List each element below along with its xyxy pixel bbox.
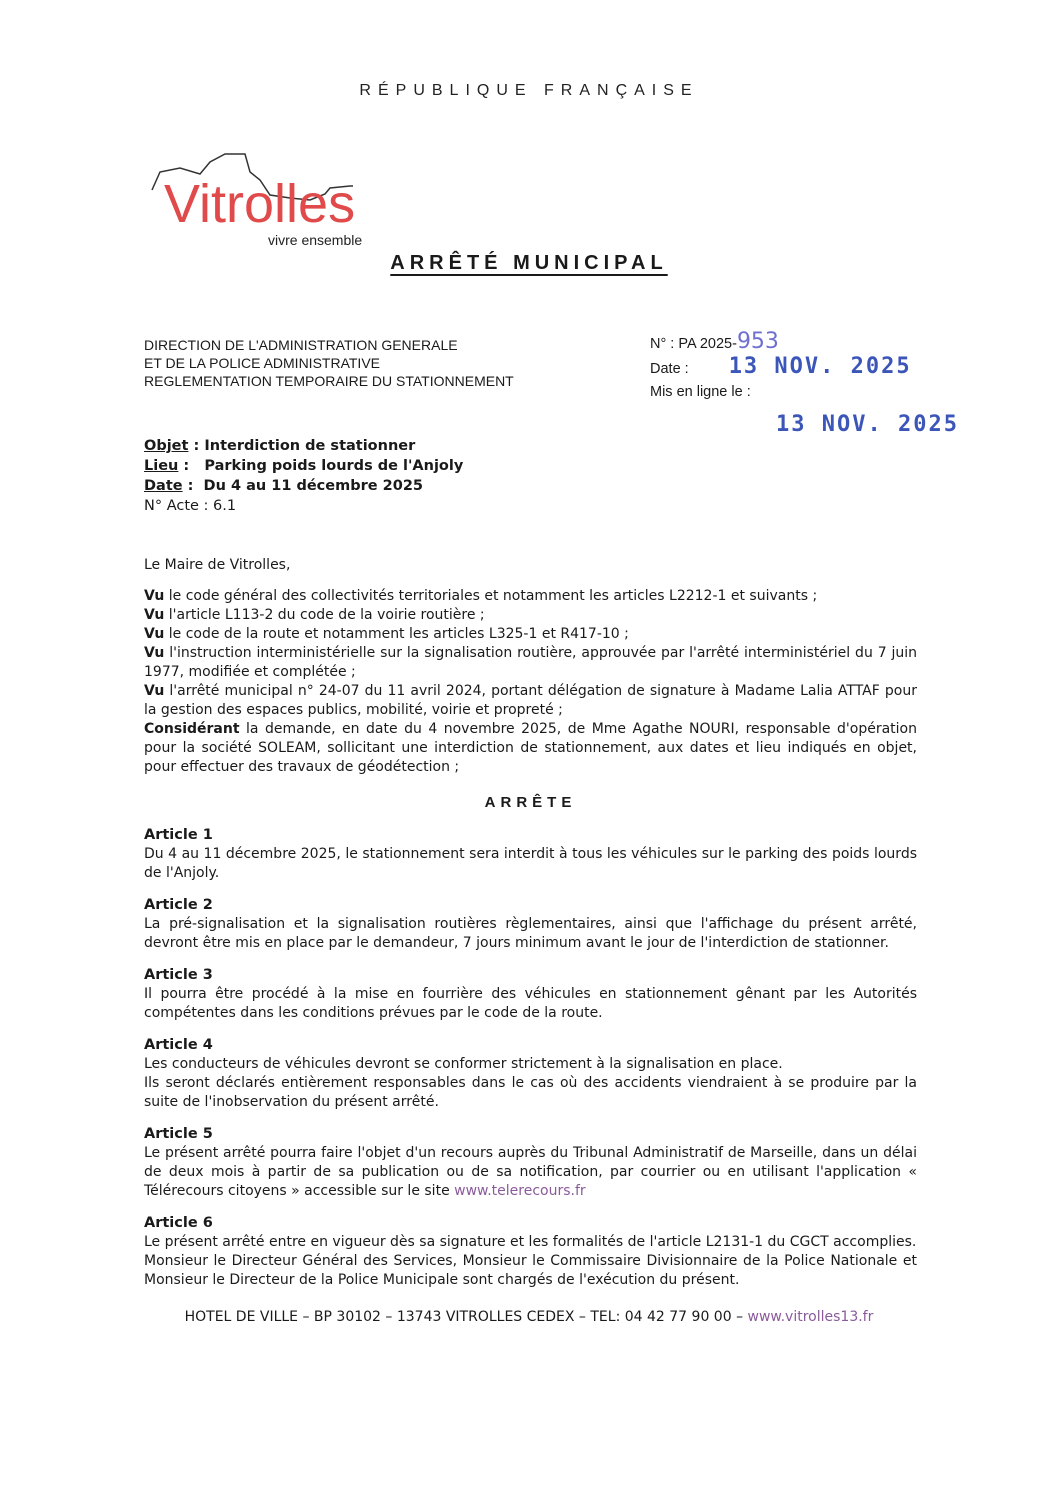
vu-item: Vu l'instruction interministérielle sur la signalisation routière, approuvée par l'arrêté interministériel du 7 juin 1977, modifiée et complétée ; (144, 645, 918, 680)
number-label: N° : PA 2025- (650, 336, 737, 352)
article-text: Le présent arrêté entre en vigueur dès sa signature et les formalités de l'article L2131-1 du CGCT accomplies. (144, 1234, 917, 1250)
objet-value: Interdiction de stationner (204, 438, 416, 454)
handwritten-number: 953 (736, 329, 779, 354)
direction-line: REGLEMENTATION TEMPORAIRE DU STATIONNEMENT (144, 373, 514, 389)
vu-item: Vu le code de la route et notamment les articles L325-1 et R417-10 ; (144, 626, 629, 642)
objet-block: Objet : Interdiction de stationner Lieu : Parking poids lourds de l'Anjoly Date : Du 4 au 11 décembre 2025 N° Acte : 6.1 (144, 436, 624, 516)
logo-name: Vitrolles (164, 174, 356, 234)
article-5 (144, 1125, 917, 1201)
direction-line: ET DE LA POLICE ADMINISTRATIVE (144, 355, 380, 371)
vu-item: Vu l'arrêté municipal n° 24-07 du 11 avril 2024, portant délégation de signature à Madame Lalia ATTAF pour la gestion des espaces publics, mobilité, voirie et propreté ; (144, 683, 917, 718)
article-text: Il pourra être procédé à la mise en fourrière des véhicules en stationnement gênant par les Autorités compétentes dans les conditions prévues par le code de la route. (144, 986, 917, 1021)
article-3 (144, 966, 917, 1023)
article-title: Article 4 (144, 1037, 213, 1053)
document-body (144, 556, 917, 1327)
article-title: Article 2 (144, 897, 213, 913)
telerecours-link[interactable]: www.telerecours.fr (454, 1183, 586, 1199)
online-stamp: 13 NOV. 2025 (776, 412, 959, 437)
article-1 (144, 826, 917, 883)
date-stamp: 13 NOV. 2025 (728, 354, 912, 379)
vitrolles-logo (150, 150, 400, 250)
article-text: Les conducteurs de véhicules devront se conformer strictement à la signalisation en place. (144, 1056, 783, 1072)
online-label: Mis en ligne le : (650, 384, 751, 400)
vu-item: Vu le code général des collectivités territoriales et notamment les articles L2212-1 et suivants ; (144, 588, 818, 604)
acte-number: N° Acte : 6.1 (144, 498, 237, 514)
article-4 (144, 1036, 917, 1112)
article-title: Article 1 (144, 827, 213, 843)
article-6 (144, 1214, 917, 1290)
direction-line: DIRECTION DE L'ADMINISTRATION GENERALE (144, 337, 458, 353)
article-text: Le présent arrêté pourra faire l'objet d'un recours auprès du Tribunal Administratif de Marseille, dans un délai de deux mois à partir de sa publication ou de sa notification, par courrier ou en utilisant l'application « Télérecours citoyens » accessible sur le site www.telerecours.fr (144, 1145, 917, 1199)
objet-label: Objet (144, 438, 189, 454)
footer-website-link[interactable]: www.vitrolles13.fr (747, 1309, 874, 1325)
greeting: Le Maire de Vitrolles, (144, 557, 291, 573)
article-text: Ils seront déclarés entièrement responsables dans le cas où des accidents viendraient à se produire par la suite de l'inobservation du présent arrêté. (144, 1075, 917, 1110)
date-label: Date (144, 478, 183, 494)
document-title (0, 252, 1058, 275)
footer-address: HOTEL DE VILLE – BP 30102 – 13743 VITROLLES CEDEX – TEL: 04 42 77 90 00 – (184, 1309, 744, 1325)
article-title: Article 5 (144, 1126, 213, 1142)
article-2 (144, 896, 917, 953)
article-text: Du 4 au 11 décembre 2025, le stationnement sera interdit à tous les véhicules sur le parking des poids lourds de l'Anjoly. (144, 846, 917, 881)
republique-francaise-heading: RÉPUBLIQUE FRANÇAISE (359, 82, 699, 99)
footer (0, 1308, 1058, 1327)
article-title: Article 3 (144, 967, 213, 983)
article-title: Article 6 (144, 1215, 213, 1231)
reference-block (650, 329, 959, 442)
considerant-item: Considérant la demande, en date du 4 novembre 2025, de Mme Agathe NOURI, responsable d'opération pour la société SOLEAM, sollicitant une interdiction de stationnement, aux dates et lieu indiqués en objet, pour effectuer des travaux de géodétection ; (144, 721, 917, 775)
arrete-heading: ARRÊTE (484, 794, 577, 811)
document-title-text: ARRÊTÉ MUNICIPAL (390, 252, 668, 274)
lieu-label: Lieu (144, 458, 179, 474)
direction-block (144, 336, 614, 390)
lieu-value: Parking poids lourds de l'Anjoly (204, 458, 464, 474)
logo-tagline: vivre ensemble (268, 232, 363, 248)
article-text: La pré-signalisation et la signalisation routières règlementaires, ainsi que l'affichage du présent arrêté, devront être mis en place par le demandeur, 7 jours minimum avant le jour de l'interdiction de stationner. (144, 916, 917, 951)
date-value: Du 4 au 11 décembre 2025 (203, 478, 423, 494)
vu-item: Vu l'article L113-2 du code de la voirie routière ; (144, 607, 485, 623)
date-label: Date : (650, 361, 689, 377)
article-text: Monsieur le Directeur Général des Services, Monsieur le Commissaire Divisionnaire de la Police Nationale et Monsieur le Directeur de la Police Municipale sont chargés de l'exécution du présent. (144, 1253, 917, 1288)
